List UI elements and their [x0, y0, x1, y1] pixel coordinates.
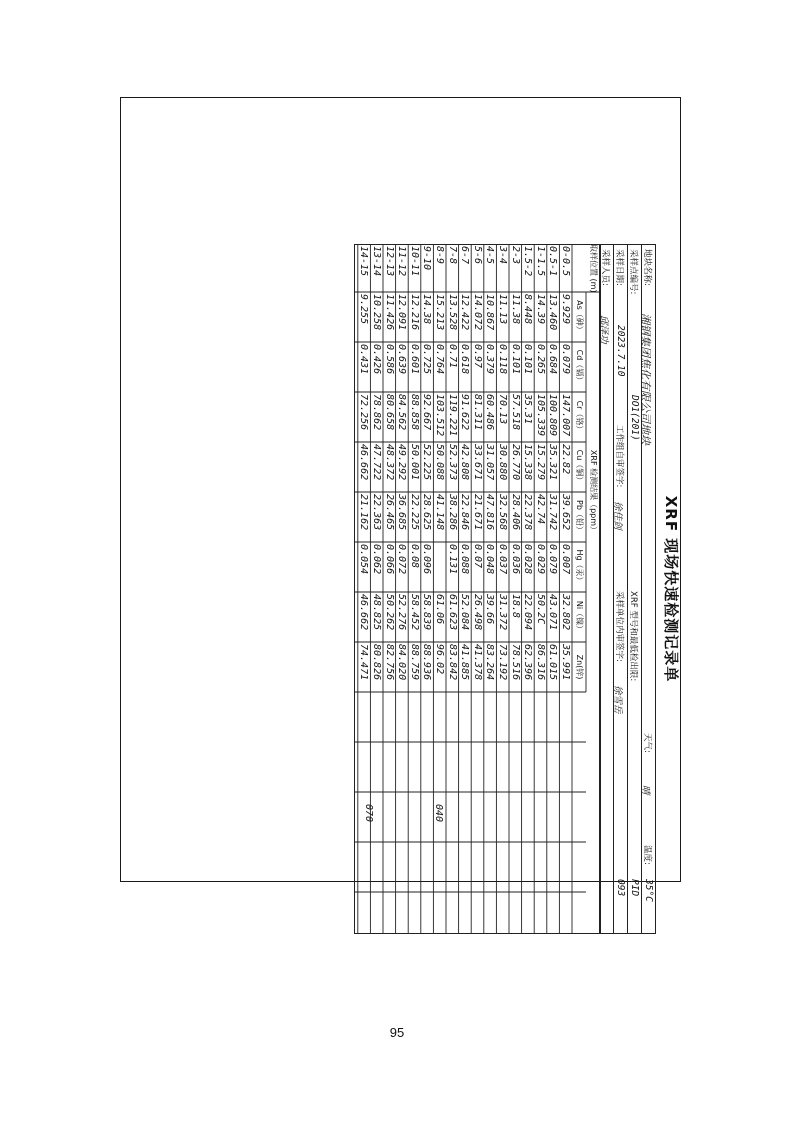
column-header: Cu（铜） — [575, 449, 584, 485]
value-cell-cu: 48.372 — [383, 444, 395, 481]
depth-cell: 4-5 — [484, 246, 496, 265]
value-cell-pb: 41.148 — [434, 494, 445, 531]
value-cell-hg: 0.131 — [446, 544, 458, 575]
value-cell-pb: 26.465 — [383, 494, 395, 531]
value-cell-pb: 22.378 — [522, 494, 534, 531]
depth-cell: 3-4 — [497, 246, 508, 265]
value-cell-pb: 22.225 — [408, 494, 420, 531]
info-row-sample-id — [627, 245, 641, 933]
value-cell-cu: 26.770 — [509, 444, 521, 481]
value-cell-cd: 0.101 — [522, 344, 534, 375]
depth-cell: 0-0.5 — [560, 246, 571, 277]
date-value: 2023.7.10 — [615, 325, 626, 377]
depth-cell: 5-6 — [471, 246, 483, 265]
value-cell-cd: 0.586 — [383, 344, 395, 375]
value-cell-cd: 0.431 — [358, 344, 370, 375]
sampler-value: 邱泽功 — [598, 315, 609, 344]
value-cell-cd: 0.684 — [547, 344, 559, 375]
sample-id-label: 采样点编号: — [628, 249, 638, 295]
depth-cell: 0.5-1 — [547, 246, 559, 277]
column-header: As（砷） — [575, 300, 584, 334]
value-cell-as: 9.929 — [560, 294, 571, 325]
value-cell-cu: 47.722 — [371, 444, 382, 481]
value-cell-cr: 78.862 — [371, 394, 382, 431]
value-cell-cr: 119.221 — [446, 394, 458, 437]
column-header: Hg（汞） — [575, 549, 584, 585]
column-header: Pb（铅） — [575, 500, 584, 534]
serial-b: 093 — [615, 879, 626, 897]
depth-cell: 14-15 — [358, 246, 370, 277]
value-cell-cd: 0.379 — [484, 344, 496, 375]
value-cell-as: 14.39 — [534, 294, 546, 325]
site-value: 湘钢集团焦化有限公司地块 — [639, 313, 652, 445]
value-cell-ni: 48.825 — [371, 594, 382, 631]
column-header: Zn(锌) — [575, 654, 584, 680]
internal-label: 采样单位内审签字: — [614, 591, 624, 662]
depth-cell: 13-14 — [371, 246, 382, 277]
value-cell-cu: 15.338 — [522, 444, 534, 481]
value-cell-zn: 80.826 — [371, 644, 382, 681]
value-cell-cu: 31.057 — [484, 444, 496, 481]
weather-value: 晴 — [640, 785, 651, 795]
value-cell-as: 15.213 — [434, 294, 445, 331]
value-cell-cu: 52.373 — [446, 444, 458, 481]
sampler-label: 采样人员: — [600, 249, 610, 286]
value-cell-ni: 52.084 — [459, 594, 471, 631]
value-cell-ni: 58.839 — [421, 594, 433, 631]
depth-cell: 2-3 — [509, 246, 521, 265]
value-cell-ni: 22.094 — [522, 594, 534, 631]
value-cell-as: 14.072 — [471, 294, 483, 331]
column-header: Ni（镍） — [575, 600, 584, 634]
value-cell-as: 13.528 — [446, 294, 458, 331]
value-cell-cr: 92.667 — [421, 394, 433, 431]
value-cell-cu: 50.001 — [408, 444, 420, 481]
value-cell-cr: 80.658 — [383, 394, 395, 431]
value-cell-cr: 105.339 — [534, 394, 546, 437]
value-cell-hg: 0.029 — [534, 544, 546, 575]
value-cell-cu: 15.279 — [534, 444, 546, 481]
info-row-site — [641, 245, 655, 933]
sample-id-value: DO1(201) — [629, 395, 640, 441]
value-cell-zn: 84.020 — [396, 644, 408, 681]
value-cell-as: 11.38 — [509, 294, 521, 325]
value-cell-zn: 35.991 — [560, 644, 571, 681]
value-cell-hg: 0.037 — [497, 544, 508, 575]
value-cell-pb: 22.846 — [459, 494, 471, 531]
value-cell-pb: 28.625 — [421, 494, 433, 531]
value-cell-as: 11.13 — [497, 294, 508, 325]
value-cell-hg: 0.096 — [421, 544, 433, 575]
reviewer-value: 徐佳剑 — [612, 501, 623, 530]
value-cell-as: 12.091 — [396, 294, 408, 331]
value-cell-pb: 28.406 — [509, 494, 521, 531]
value-cell-cr: 147.007 — [560, 394, 571, 437]
value-cell-cu: 52.225 — [421, 444, 433, 481]
value-cell-hg: 0.07 — [471, 544, 483, 569]
internal-value: 徐雪岳 — [612, 685, 623, 714]
value-cell-hg: 0.079 — [547, 544, 559, 575]
value-cell-cu: 46.662 — [358, 444, 370, 481]
value-cell-ni: 61.06 — [434, 594, 445, 625]
info-row-sampler — [599, 245, 613, 933]
depth-cell: 11-12 — [396, 246, 408, 277]
value-cell-cd: 0.118 — [497, 344, 508, 375]
value-cell-as: 10.258 — [371, 294, 382, 331]
value-cell-cd: 0.265 — [534, 344, 546, 375]
value-cell-cr: 60.486 — [484, 394, 496, 431]
value-cell-cd: 0.101 — [509, 344, 521, 375]
value-cell-cr: 100.809 — [547, 394, 559, 437]
value-cell-cu: 22.82 — [560, 444, 571, 475]
info-row-date — [613, 245, 627, 933]
value-cell-ni: 46.662 — [358, 594, 370, 631]
value-cell-as: 14.38 — [421, 294, 433, 325]
value-cell-cd: 0.71 — [446, 344, 458, 369]
value-cell-zn: 96.02 — [434, 644, 445, 675]
depth-cell: 1.5-2 — [522, 246, 534, 277]
value-cell-zn: 41.885 — [459, 644, 471, 681]
value-cell-hg: 0.028 — [522, 544, 534, 575]
site-label: 地块名称: — [642, 249, 652, 286]
side-note-a: 040 — [433, 804, 444, 823]
value-cell-as: 8.448 — [522, 294, 534, 325]
value-cell-ni: 26.498 — [471, 594, 483, 631]
depth-cell: 8-9 — [434, 246, 445, 265]
value-cell-cr: 35.31 — [522, 394, 534, 425]
value-cell-zn: 78.516 — [509, 644, 521, 681]
value-cell-ni: 50.262 — [383, 594, 395, 631]
value-cell-cd: 0.764 — [434, 344, 445, 375]
value-cell-hg: 0.08 — [408, 544, 420, 569]
value-cell-ni: 50.2C — [534, 594, 546, 625]
value-cell-zn: 82.756 — [383, 644, 395, 681]
value-cell-ni: 52.276 — [396, 594, 408, 631]
value-cell-cr: 70.13 — [497, 394, 508, 425]
value-cell-cu: 33.671 — [471, 444, 483, 481]
value-cell-pb: 47.816 — [484, 494, 496, 531]
value-cell-zn: 88.936 — [421, 644, 433, 681]
page-number: 95 — [389, 1025, 405, 1040]
value-cell-ni: 58.452 — [408, 594, 420, 631]
value-cell-ni: 32.802 — [560, 594, 571, 631]
value-cell-cr: 88.858 — [408, 394, 420, 431]
value-cell-cr: 103.512 — [434, 394, 445, 437]
value-cell-ni: 39.66 — [484, 594, 496, 625]
value-cell-zn: 41.378 — [471, 644, 483, 681]
result-grid — [354, 244, 600, 934]
value-cell-pb: 22.363 — [371, 494, 382, 531]
value-cell-pb: 32.568 — [497, 494, 508, 531]
value-cell-cd: 0.618 — [459, 344, 471, 375]
value-cell-zn: 88.759 — [408, 644, 420, 681]
value-cell-hg: 0.066 — [383, 544, 395, 575]
value-cell-cu: 42.808 — [459, 444, 471, 481]
weather-label: 天气: — [642, 733, 652, 753]
form-title: XRF 现场快速检测记录单 — [662, 495, 680, 683]
value-cell-hg: 0.007 — [560, 544, 571, 575]
value-cell-cd: 0.97 — [471, 344, 483, 369]
value-cell-hg: 0.036 — [509, 544, 521, 575]
depth-cell: 6-7 — [459, 246, 471, 265]
value-cell-pb: 42.74 — [534, 494, 546, 525]
depth-cell: 10-11 — [408, 246, 420, 277]
value-cell-as: 9.255 — [358, 294, 370, 325]
value-cell-zn: 83.264 — [484, 644, 496, 681]
value-cell-pb: 31.742 — [547, 494, 559, 531]
value-cell-hg: 0.072 — [396, 544, 408, 575]
depth-cell: 9-10 — [421, 246, 433, 271]
value-cell-cu: 50.088 — [434, 444, 445, 481]
depth-header: 取样位置 (m) — [589, 244, 598, 293]
value-cell-cr: 81.311 — [471, 394, 483, 431]
value-cell-pb: 21.162 — [358, 494, 370, 531]
value-cell-cd: 0.426 — [371, 344, 382, 375]
value-cell-hg: 0.054 — [358, 544, 370, 575]
value-cell-zn: 83.842 — [446, 644, 458, 681]
value-cell-pb: 21.671 — [471, 494, 483, 531]
value-cell-hg: 0.062 — [371, 544, 382, 575]
model-label: XRF 型号和最低检出限: — [628, 591, 638, 682]
depth-cell: 7-8 — [446, 246, 458, 265]
column-header: Cd（镉） — [575, 349, 584, 385]
value-cell-pb: 38.286 — [446, 494, 458, 531]
value-cell-cr: 91.622 — [459, 394, 471, 431]
value-cell-ni: 18.8 — [509, 594, 521, 619]
temp-value: 35°C — [643, 879, 654, 902]
value-cell-cr: 57.518 — [509, 394, 521, 431]
value-cell-ni: 61.623 — [446, 594, 458, 631]
value-cell-pb: 39.652 — [560, 494, 571, 531]
value-cell-as: 10.867 — [484, 294, 496, 331]
value-cell-cd: 0.601 — [408, 344, 420, 375]
date-label: 采样日期: — [614, 249, 624, 286]
value-cell-cu: 30.880 — [497, 444, 508, 481]
value-cell-cu: 35.321 — [547, 444, 559, 481]
value-cell-hg: 0.088 — [459, 544, 471, 575]
value-cell-as: 13.460 — [547, 294, 559, 331]
value-cell-zn: 62.396 — [522, 644, 534, 681]
scanned-form-frame — [120, 97, 681, 902]
depth-cell: 1-1.5 — [534, 246, 546, 277]
column-header: Cr（铬） — [575, 400, 584, 434]
value-cell-cd: 0.079 — [560, 344, 571, 375]
value-cell-zn: 73.192 — [497, 644, 508, 681]
form-header-info — [600, 244, 656, 934]
value-cell-cd: 0.639 — [396, 344, 408, 375]
temp-label: 温度: — [642, 845, 652, 865]
value-cell-zn: 61.015 — [547, 644, 559, 681]
value-cell-as: 12.216 — [408, 294, 420, 331]
rotated-form — [354, 244, 684, 934]
value-cell-ni: 31.372 — [497, 594, 508, 631]
value-cell-zn: 74.471 — [358, 644, 370, 681]
result-group-header: XRF 检测结果（ppm） — [589, 449, 598, 535]
depth-cell: 12-13 — [383, 246, 395, 277]
value-cell-zn: 86.316 — [534, 644, 546, 681]
serial-a: PID — [629, 879, 640, 897]
value-cell-pb: 36.685 — [396, 494, 408, 531]
value-cell-cr: 84.562 — [396, 394, 408, 431]
value-cell-cr: 72.256 — [358, 394, 370, 431]
value-cell-hg: 0.048 — [484, 544, 496, 575]
reviewer-label: 工作组自审签字: — [614, 425, 624, 488]
value-cell-ni: 43.071 — [547, 594, 559, 631]
value-cell-cd: 0.725 — [421, 344, 433, 375]
side-note-b: 070 — [363, 804, 374, 823]
value-cell-as: 11.426 — [383, 294, 395, 331]
value-cell-as: 12.422 — [459, 294, 471, 331]
value-cell-cu: 49.292 — [396, 444, 408, 481]
